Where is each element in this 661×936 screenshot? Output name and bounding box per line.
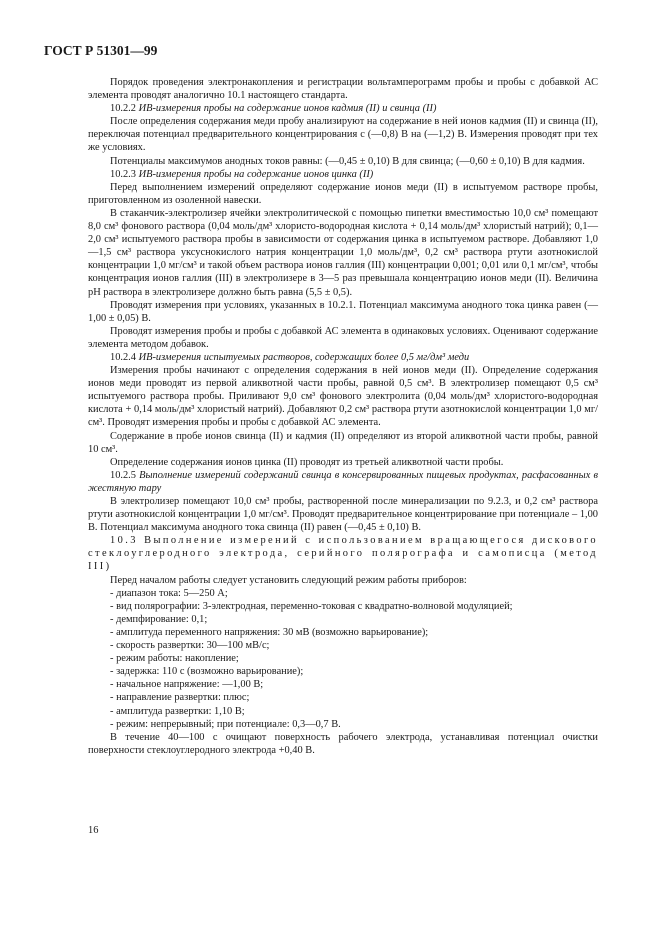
section-heading-10-2-4: [88, 351, 598, 364]
list-item: - вид полярографии: 3-электродная, переменно-токовая с квадратно-волновой модуляцией;: [88, 600, 598, 613]
section-title: ИВ-измерения пробы на содержание ионов цинка (II): [138, 168, 374, 180]
section-number: 10.2.3: [110, 168, 136, 180]
section-number: 10.2.4: [110, 351, 136, 363]
paragraph: Измерения пробы начинают с определения содержания в ней ионов меди (II). Определение содержания ионов меди проводят из первой аликвотной части пробы, равной 0,5 см³. В электролизер помещают 0,5 см³ испытуемого раствора пробы. Приливают 9,0 см³ фонового электролита (0,04 моль/дм³ хлористого-водородная кислота + 0,14 моль/дм³ хлористый натрий). Добавляют 0,2 см³ раствора ртути азотнокислой концентрации 1,0 мг/см³. Проводят измерения пробы и пробы с добавкой АС элемента.: [88, 365, 598, 429]
section-number: 10.3: [110, 535, 138, 547]
section-heading-10-3: [88, 534, 598, 573]
paragraph: В течение 40—100 с очищают поверхность рабочего электрода, устанавливая потенциал очистки поверхности стеклоуглеродного электрода +0,40 В.: [88, 731, 598, 756]
standard-header: ГОСТ Р 51301—99: [44, 43, 158, 58]
list-item: - режим работы: накопление;: [88, 652, 598, 665]
paragraph: В электролизер помещают 10,0 см³ пробы, растворенной после минерализации по 9.2.3, и 0,2 см³ раствора ртути азотнокислой концентрации 1,0 мг/см³. Проводят предварительное концентрирование при потенциале – 1,00 В. Потенциал максимума анодного тока свинца (II) равен (—0,45 ± 0,10) В.: [88, 496, 598, 534]
list-item: - направление развертки: плюс;: [88, 691, 598, 704]
section-title: Выполнение измерений содержаний свинца в консервированных пищевых продуктах, расфасованных в жестяную тару: [88, 469, 598, 494]
section-heading-10-2-5: [88, 469, 598, 495]
list-item: - амплитуда переменного напряжения: 30 мВ (возможно варьирование);: [88, 626, 598, 639]
paragraph: Проводят измерения пробы и пробы с добавкой АС элемента в одинаковых условиях. Оценивают содержание элемента методом добавок.: [88, 325, 598, 350]
section-heading-10-2-3: [88, 168, 598, 181]
paragraph: Проводят измерения при условиях, указанных в 10.2.1. Потенциал максимума анодного тока цинка равен (—1,00 ± 0,05) В.: [88, 299, 598, 324]
paragraph: После определения содержания меди пробу анализируют на содержание в ней ионов кадмия (II) и свинца (II), переключая потенциал предварительного концентрирования с (—0,8) В на (—1,2) В. Измерения проводят при тех же условиях.: [88, 116, 598, 154]
section-title: ИВ-измерения испытуемых растворов, содержащих более 0,5 мг/дм³ меди: [138, 351, 470, 363]
section-title: Выполнение измерений с использованием вращающегося дискового стеклоуглеродного электрода, серийного полярографа и самописца (метод III): [88, 535, 599, 573]
paragraph: Содержание в пробе ионов свинца (II) и кадмия (II) определяют из второй аликвотной части пробы, равной 10 см³.: [88, 430, 598, 455]
list-item: - режим: непрерывный; при потенциале: 0,3—0,7 В.: [88, 718, 598, 731]
section-title: ИВ-измерения пробы на содержание ионов кадмия (II) и свинца (II): [138, 103, 437, 115]
page-number: 16: [88, 825, 99, 836]
list-item: - демпфирование: 0,1;: [88, 613, 598, 626]
list-item: - амплитуда развертки: 1,10 В;: [88, 705, 598, 718]
section-heading-10-2-2: [88, 102, 598, 115]
paragraph: Потенциалы максимумов анодных токов равны: (—0,45 ± 0,10) В для свинца; (—0,60 ± 0,10) В для кадмия.: [110, 155, 585, 167]
paragraph: В стаканчик-электролизер ячейки электролитической с помощью пипетки вместимостью 10,0 см³ помещают 8,0 см³ фонового раствора (0,04 моль/дм³ хлористо-водородная кислота + 0,14 моль/дм³ хлористый натрий); 0,1—2,0 см³ испытуемого раствора пробы в зависимости от содержания цинка в испытуемом растворе. Добавляют 1,0—1,5 см³ раствора уксуснокислого натрия концентрации 1,0 моль/дм³, 0,2 см³ раствора ртути азотнокислой концентрации 1,0 мг/см³ и такой объем раствора ионов галлия (III) концентрации 0,001; 0,01 или 0,1 мг/см³, чтобы концентрация ионов галлия (III) в электролизере в 3—5 раз превышала концентрацию ионов меди (II). Величина pH раствора в электролизере должно быть равна (5,5 ± 0,5).: [88, 207, 598, 298]
paragraph: Перед началом работы следует установить следующий режим работы приборов:: [110, 574, 467, 586]
paragraph: Порядок проведения электронакопления и регистрации вольтамперограмм пробы и пробы с добавкой АС элемента проводят аналогично 10.1 настоящего стандарта.: [88, 77, 598, 102]
settings-list: [88, 587, 598, 731]
paragraph: Перед выполнением измерений определяют содержание ионов меди (II) в испытуемом растворе пробы, приготовленном из озоленной навески.: [88, 181, 598, 206]
list-item: - задержка: 110 с (возможно варьирование);: [88, 665, 598, 678]
list-item: - начальное напряжение: —1,00 В;: [88, 678, 598, 691]
paragraph: Определение содержания ионов цинка (II) проводят из третьей аликвотной части пробы.: [110, 456, 504, 468]
list-item: - диапазон тока: 5—250 А;: [88, 587, 598, 600]
list-item: - скорость развертки: 30—100 мВ/с;: [88, 639, 598, 652]
section-number: 10.2.5: [110, 469, 136, 481]
document-body: [88, 76, 598, 757]
section-number: 10.2.2: [110, 103, 136, 115]
